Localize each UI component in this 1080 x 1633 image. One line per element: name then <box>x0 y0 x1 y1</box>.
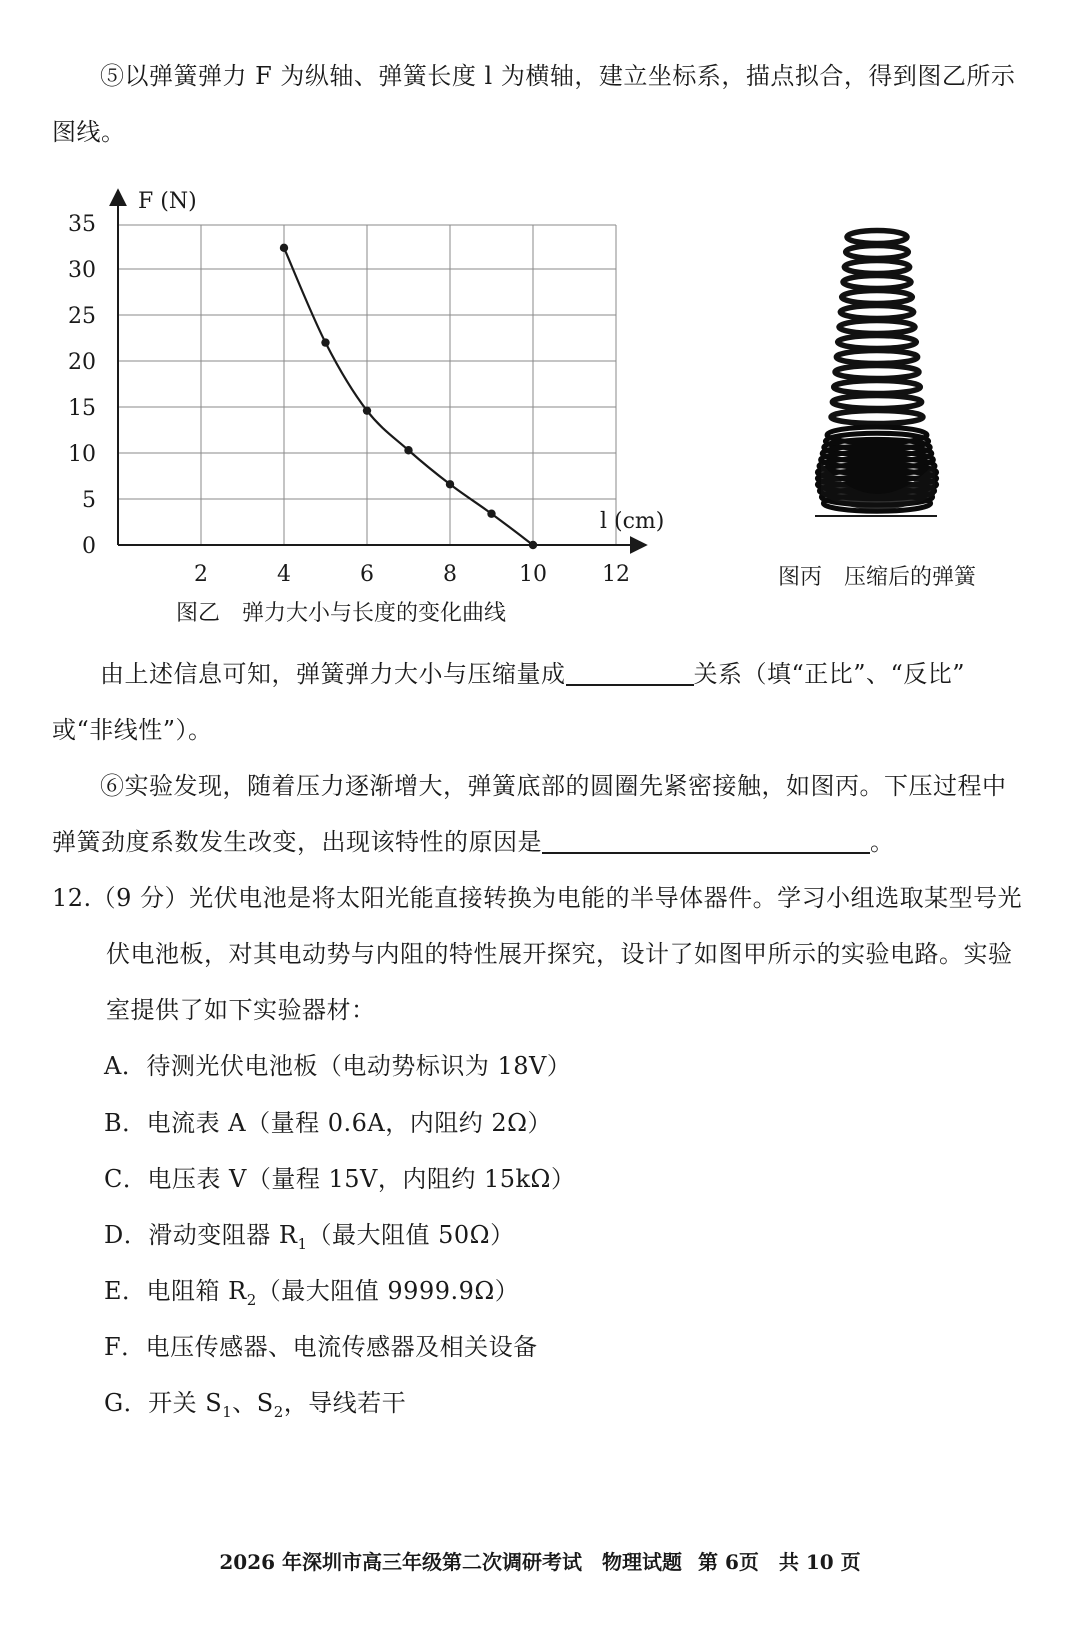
item-text: 电压表 V（量程 15V，内阻约 15kΩ） <box>147 1165 576 1193</box>
force-length-chart <box>0 180 720 600</box>
y-tick-label: 15 <box>68 396 96 421</box>
equipment-item-c <box>104 1163 575 1195</box>
q12-line1: 12.（9 分）光伏电池是将太阳光能直接转换为电能的半导体器件。学习小组选取某型号光 <box>52 884 1023 912</box>
footer-exam-title: 2026 年深圳市高三年级第二次调研考试 物理试题 <box>219 1550 682 1574</box>
para5-line2: 图线。 <box>52 118 126 146</box>
relation-text-b: 关系（填“正比”、“反比” <box>693 660 966 688</box>
equipment-item-a <box>104 1050 571 1082</box>
q12-line2: 伏电池板，对其电动势与内阻的特性展开探究，设计了如图甲所示的实验电路。实验 <box>106 940 1013 968</box>
item-text: 电压传感器、电流传感器及相关设备 <box>145 1333 538 1361</box>
chart-caption: 图乙 弹力大小与长度的变化曲线 <box>176 601 507 626</box>
item-text-post: （最大阻值 9999.9Ω） <box>256 1277 520 1305</box>
x-tick-label: 10 <box>519 562 547 587</box>
page-footer <box>0 1546 1080 1575</box>
item-label: C． <box>104 1165 148 1193</box>
item-text-pre: 电阻箱 R <box>146 1277 247 1305</box>
item-label: D． <box>104 1221 149 1249</box>
x-tick-label: 8 <box>443 562 457 587</box>
equipment-item-g <box>104 1387 406 1428</box>
relation-answer-blank[interactable] <box>566 660 694 686</box>
data-point <box>404 446 412 454</box>
fit-curve <box>284 248 533 545</box>
item-label: A． <box>104 1052 147 1080</box>
data-point <box>446 480 454 488</box>
para5-line1: ⑤以弹簧弹力 F 为纵轴、弹簧长度 l 为横轴，建立坐标系，描点拟合，得到图乙所示 <box>100 62 1016 90</box>
equipment-item-b <box>104 1107 552 1139</box>
item-text-mid: 、S <box>232 1389 274 1417</box>
item-text-post: ，导线若干 <box>283 1389 407 1417</box>
item-subscript: 1 <box>222 1402 233 1421</box>
para6-line1: ⑥实验发现，随着压力逐渐增大，弹簧底部的圆圈先紧密接触，如图丙。下压过程中 <box>100 772 1007 800</box>
data-point <box>280 244 288 252</box>
item-label: B． <box>104 1109 147 1137</box>
compressed-spring-figure <box>805 225 975 525</box>
y-tick-label: 20 <box>68 350 96 375</box>
item-text-post: （最大阻值 50Ω） <box>307 1221 515 1249</box>
item-label: G． <box>104 1389 149 1417</box>
relation-text-a: 由上述信息可知，弹簧弹力大小与压缩量成 <box>100 660 566 688</box>
x-tick-label: 6 <box>360 562 374 587</box>
equipment-item-f <box>104 1331 538 1363</box>
item-text: 电流表 A（量程 0.6A，内阻约 2Ω） <box>146 1109 553 1137</box>
data-point <box>363 406 371 414</box>
x-tick-label: 2 <box>194 562 208 587</box>
y-tick-label: 30 <box>68 258 96 283</box>
y-tick-label: 25 <box>68 304 96 329</box>
x-tick-label: 12 <box>602 562 630 587</box>
spring-icon <box>817 231 936 512</box>
y-tick-label: 5 <box>82 488 96 513</box>
item-label: F． <box>104 1333 146 1361</box>
item-text-pre: 开关 S <box>148 1389 223 1417</box>
equipment-item-e <box>104 1275 519 1316</box>
x-tick-label: 4 <box>277 562 291 587</box>
spring-caption: 图丙 压缩后的弹簧 <box>778 565 977 590</box>
q12-line3: 室提供了如下实验器材： <box>106 996 376 1024</box>
y-tick-label: 10 <box>68 442 96 467</box>
relation-question-line1 <box>100 658 965 690</box>
footer-page-number: 第 6页 共 10 页 <box>698 1550 861 1574</box>
para6-text-a: 弹簧劲度系数发生改变，出现该特性的原因是 <box>52 828 542 856</box>
x-axis-label: l (cm) <box>600 509 665 534</box>
data-point <box>529 541 537 549</box>
item-subscript-2: 2 <box>273 1402 284 1421</box>
data-point <box>321 338 329 346</box>
y-axis-label: F (N) <box>138 189 197 214</box>
item-label: E． <box>104 1277 147 1305</box>
para6-line2 <box>52 826 895 858</box>
y-tick-label: 0 <box>82 534 96 559</box>
chart-grid <box>118 225 616 545</box>
reason-answer-blank[interactable] <box>542 828 870 854</box>
item-subscript: 2 <box>246 1290 257 1309</box>
item-text: 待测光伏电池板（电动势标识为 18V） <box>146 1052 572 1080</box>
data-point <box>487 510 495 518</box>
para6-text-b: 。 <box>870 828 895 856</box>
relation-question-line2: 或“非线性”）。 <box>52 716 213 744</box>
y-tick-label: 35 <box>68 212 96 237</box>
item-text-pre: 滑动变阻器 R <box>148 1221 298 1249</box>
equipment-item-d <box>104 1219 515 1260</box>
item-subscript: 1 <box>297 1234 308 1253</box>
